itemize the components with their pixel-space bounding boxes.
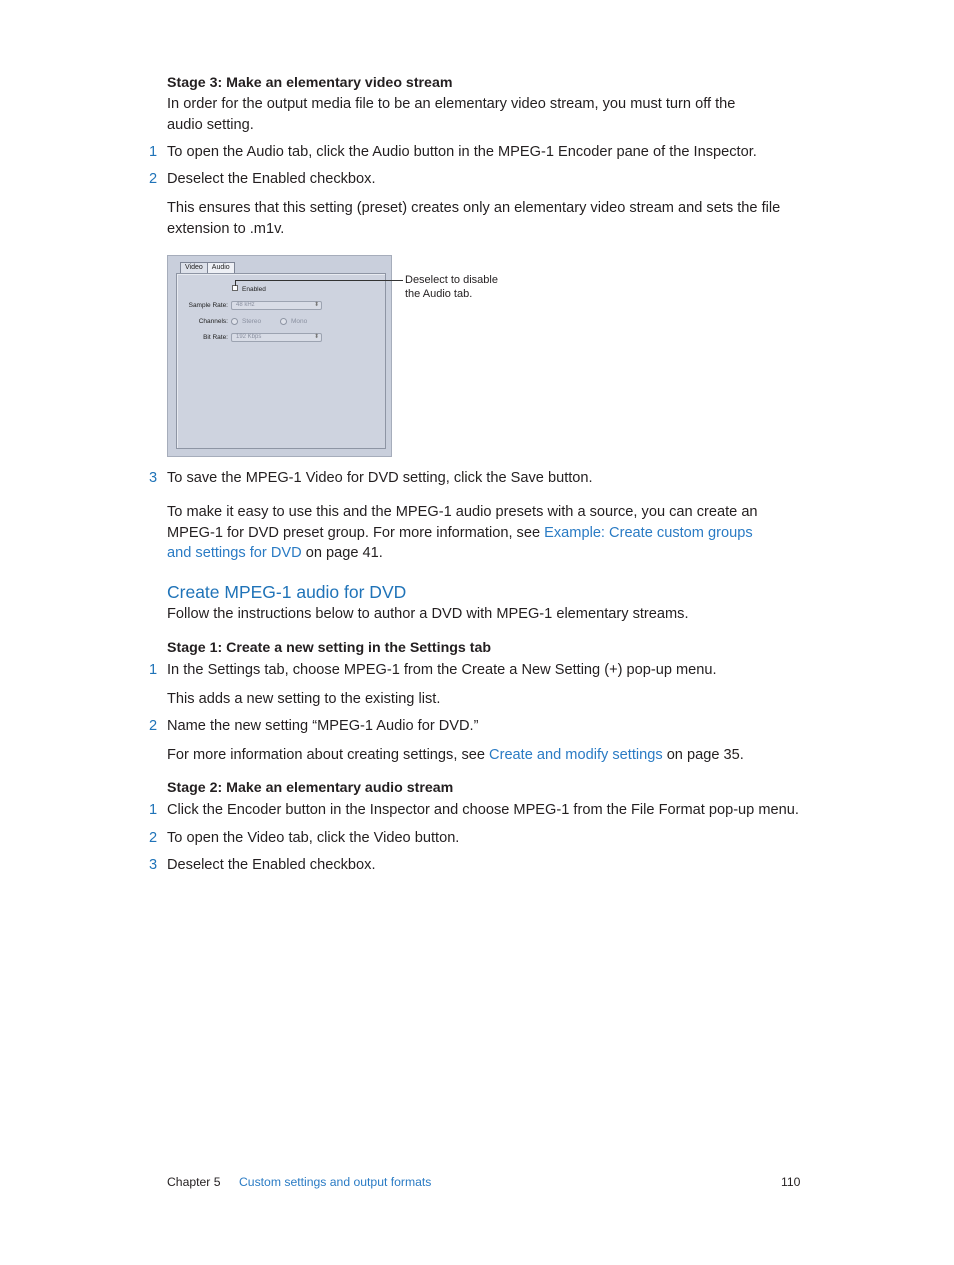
sample-rate-popup[interactable] xyxy=(231,301,322,310)
bit-rate-label: Bit Rate: xyxy=(203,334,228,341)
step-number: 1 xyxy=(149,802,158,818)
audio-tab-screenshot xyxy=(167,255,392,457)
step-number: 2 xyxy=(149,171,158,187)
step-text: Deselect the Enabled checkbox. xyxy=(167,857,376,873)
stage3-intro: In order for the output media file to be an elementary video stream, you must turn off the audio setting. xyxy=(167,96,736,133)
step-text: To open the Video tab, click the Video button. xyxy=(167,830,460,846)
stage2-heading: Stage 2: Make an elementary audio stream xyxy=(167,780,454,796)
sample-rate-label: Sample Rate: xyxy=(188,302,228,309)
callout-line-1: Deselect to disable xyxy=(405,274,498,286)
page-number: 110 xyxy=(781,1175,801,1189)
step-text: Name the new setting “MPEG-1 Audio for DVD.” xyxy=(167,718,479,734)
tab-video[interactable]: Video xyxy=(180,262,208,274)
step-number: 2 xyxy=(149,830,158,846)
step-number: 1 xyxy=(149,662,158,678)
stage1-heading: Stage 1: Create a new setting in the Settings tab xyxy=(167,640,492,656)
step-text: Deselect the Enabled checkbox. xyxy=(167,171,376,187)
presets-text: To make it easy to use this and the MPEG-1 audio presets with a source, you can create an MPEG-1 for DVD preset group. For more information, see xyxy=(167,504,758,541)
mono-label: Mono xyxy=(291,318,308,325)
note-text: For more information about creating settings, see xyxy=(167,747,490,763)
section-intro: Follow the instructions below to author a DVD with MPEG-1 elementary streams. xyxy=(167,606,689,622)
step-number: 3 xyxy=(149,857,158,873)
stereo-radio[interactable] xyxy=(231,318,238,325)
presets-paragraph xyxy=(167,502,779,564)
callout-text xyxy=(405,273,498,301)
mono-radio[interactable] xyxy=(280,318,287,325)
stage3-heading: Stage 3: Make an elementary video stream xyxy=(167,75,453,91)
stage3-note: This ensures that this setting (preset) creates only an elementary video stream and sets the file extension to .m1v. xyxy=(167,200,781,237)
note-text-end: on page 35. xyxy=(662,747,744,763)
section-title: Create MPEG-1 audio for DVD xyxy=(167,582,407,602)
popup-arrows-icon: ⬍ xyxy=(313,302,319,308)
step-text: Click the Encoder button in the Inspector and choose MPEG-1 from the File Format pop-up menu. xyxy=(167,802,799,818)
bit-rate-value: 192 Kbps xyxy=(236,334,262,340)
create-modify-settings-link[interactable]: Create and modify settings xyxy=(489,747,663,763)
stage1-note: This adds a new setting to the existing list. xyxy=(167,691,441,707)
step-number: 3 xyxy=(149,470,158,486)
callout-line-2: the Audio tab. xyxy=(405,288,473,300)
sample-rate-value: 48 kHz xyxy=(236,302,255,308)
example-groups-link[interactable]: Example: Create custom groups and settings for DVD xyxy=(167,524,753,561)
step-number: 2 xyxy=(149,718,158,734)
stage1-note-2 xyxy=(167,745,744,766)
step-number: 1 xyxy=(149,144,158,160)
enabled-label: Enabled xyxy=(242,286,266,293)
step-text: In the Settings tab, choose MPEG-1 from the Create a New Setting (+) pop-up menu. xyxy=(167,662,717,678)
callout-leader xyxy=(235,280,403,281)
stereo-label: Stereo xyxy=(242,318,262,325)
channels-label: Channels: xyxy=(198,318,228,325)
popup-arrows-icon: ⬍ xyxy=(313,334,319,340)
step-text: To open the Audio tab, click the Audio button in the MPEG-1 Encoder pane of the Inspector. xyxy=(167,144,757,160)
tab-audio[interactable]: Audio xyxy=(207,262,235,274)
footer-chapter: Chapter 5 xyxy=(167,1175,221,1189)
presets-text-end: on page 41. xyxy=(301,545,383,561)
step-text: To save the MPEG-1 Video for DVD setting, click the Save button. xyxy=(167,470,593,486)
footer-chapter-title-link[interactable]: Custom settings and output formats xyxy=(239,1175,432,1189)
bit-rate-popup[interactable] xyxy=(231,333,322,342)
audio-pane xyxy=(176,273,386,449)
